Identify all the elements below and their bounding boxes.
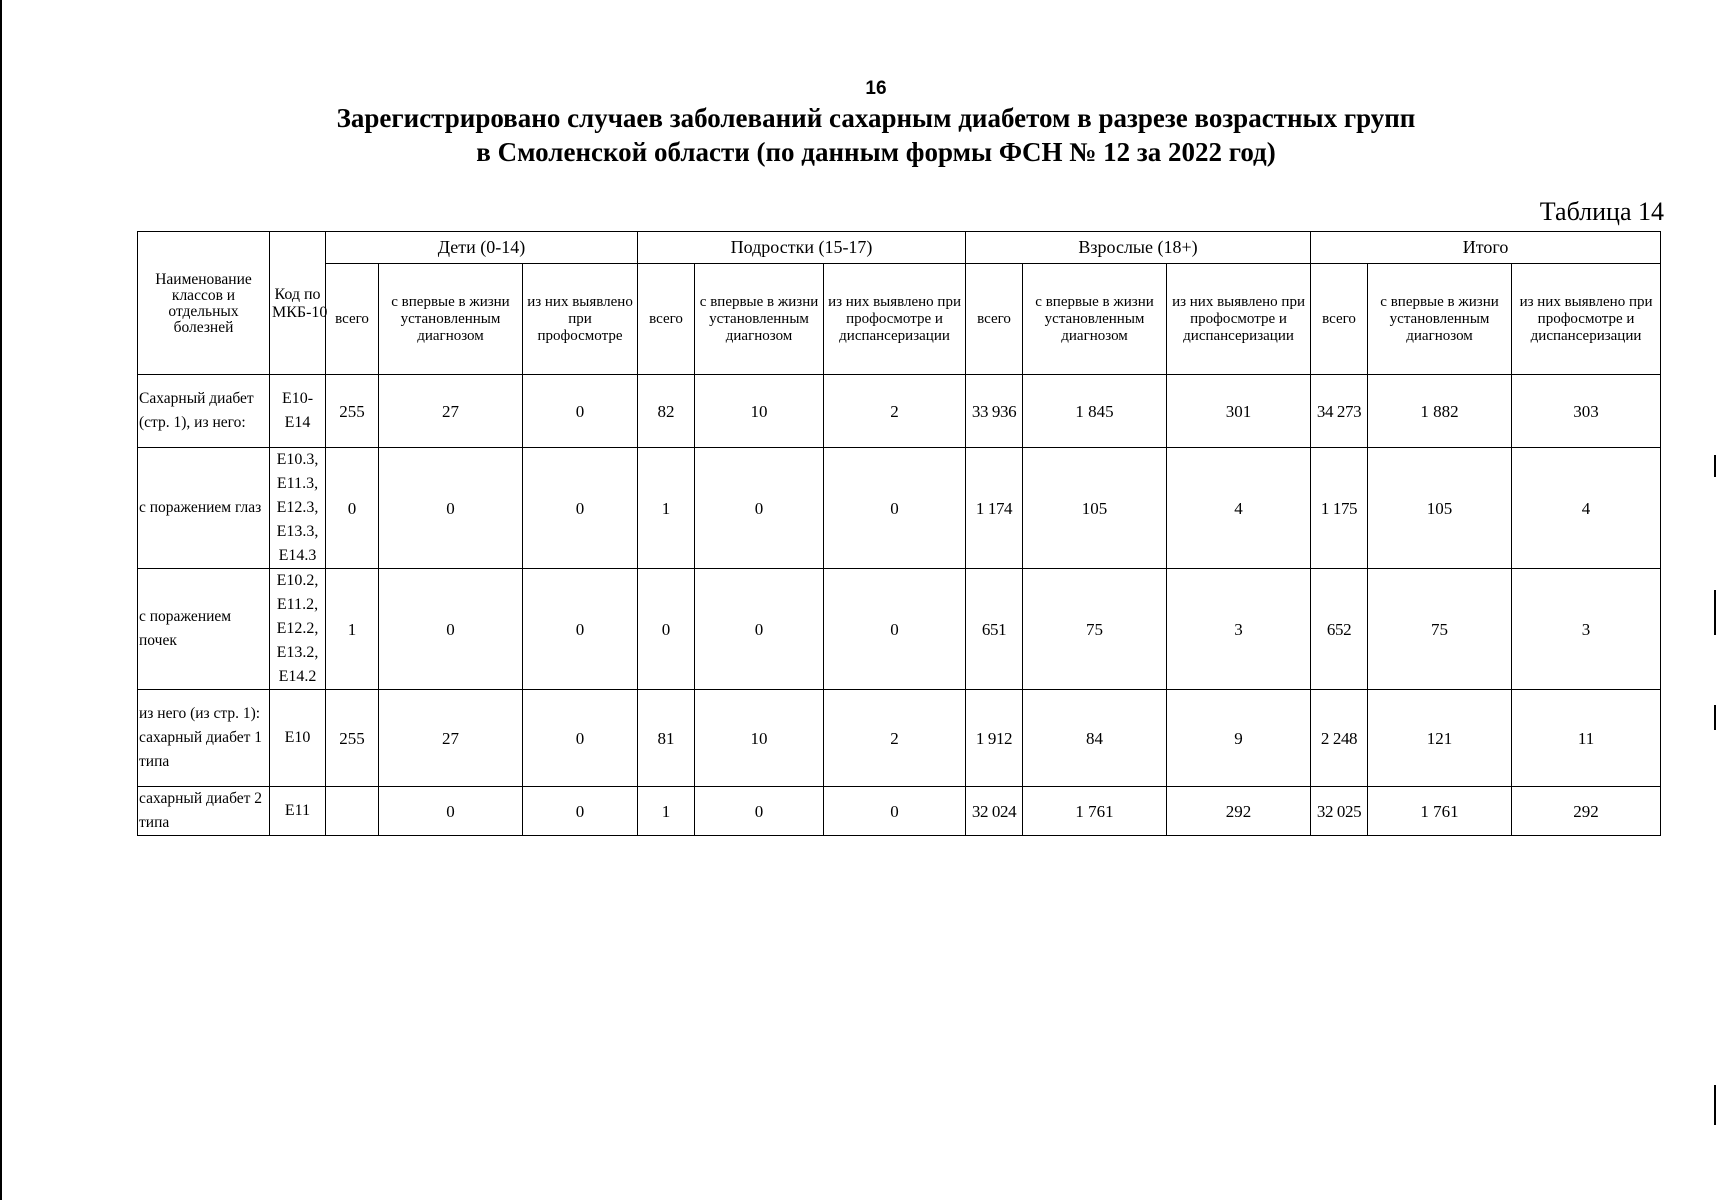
header-group-teens: Подростки (15-17) bbox=[638, 232, 966, 264]
cell-teens-all: 0 bbox=[638, 569, 695, 690]
cell-total-all: 652 bbox=[1311, 569, 1368, 690]
cell-total-first: 1 882 bbox=[1368, 375, 1512, 448]
header-group-children: Дети (0-14) bbox=[326, 232, 638, 264]
header-children-all: всего bbox=[326, 264, 379, 375]
table-row bbox=[138, 448, 1661, 569]
header-total-all: всего bbox=[1311, 264, 1368, 375]
cell-teens-first: 0 bbox=[695, 787, 824, 836]
cell-total-all: 34 273 bbox=[1311, 375, 1368, 448]
cell-children-checkup: 0 bbox=[523, 690, 638, 787]
cell-children-all: 255 bbox=[326, 690, 379, 787]
header-children-first: с впервые в жизни установленным диагнозом bbox=[379, 264, 523, 375]
cell-adults-first: 75 bbox=[1023, 569, 1167, 690]
cell-children-all: 255 bbox=[326, 375, 379, 448]
cell-teens-first: 10 bbox=[695, 375, 824, 448]
cell-total-checkup: 303 bbox=[1512, 375, 1661, 448]
cell-adults-checkup: 292 bbox=[1167, 787, 1311, 836]
cell-total-all: 32 025 bbox=[1311, 787, 1368, 836]
cell-children-first: 0 bbox=[379, 569, 523, 690]
cell-adults-all: 651 bbox=[966, 569, 1023, 690]
cell-children-checkup: 0 bbox=[523, 375, 638, 448]
table-row bbox=[138, 690, 1661, 787]
cell-adults-checkup: 4 bbox=[1167, 448, 1311, 569]
header-teens-all: всего bbox=[638, 264, 695, 375]
header-disease-name: Наименование классов и отдельных болезней bbox=[138, 232, 270, 375]
cell-teens-first: 0 bbox=[695, 448, 824, 569]
row-name: сахарный диабет 2 типа bbox=[138, 787, 270, 836]
cell-total-first: 105 bbox=[1368, 448, 1512, 569]
header-adults-first: с впервые в жизни установленным диагнозом bbox=[1023, 264, 1167, 375]
document-title-line-2: в Смоленской области (по данным формы ФСН № 12 за 2022 год) bbox=[476, 137, 1276, 167]
cell-adults-all: 33 936 bbox=[966, 375, 1023, 448]
header-group-adults: Взрослые (18+) bbox=[966, 232, 1311, 264]
row-icd-code: Е10.3, Е11.3, Е12.3, Е13.3, Е14.3 bbox=[270, 448, 326, 569]
header-children-checkup: из них выявлено при профосмотре bbox=[523, 264, 638, 375]
diabetes-statistics-table bbox=[137, 231, 1661, 836]
cell-total-checkup: 4 bbox=[1512, 448, 1661, 569]
table-label: Таблица 14 bbox=[1539, 197, 1664, 226]
cell-adults-checkup: 3 bbox=[1167, 569, 1311, 690]
cell-teens-checkup: 2 bbox=[824, 375, 966, 448]
cell-adults-checkup: 301 bbox=[1167, 375, 1311, 448]
header-group-total: Итого bbox=[1311, 232, 1661, 264]
document-title-line-1: Зарегистрировано случаев заболеваний сахарным диабетом в разрезе возрастных групп bbox=[336, 103, 1416, 133]
cell-teens-checkup: 2 bbox=[824, 690, 966, 787]
cell-adults-checkup: 9 bbox=[1167, 690, 1311, 787]
cell-children-checkup: 0 bbox=[523, 569, 638, 690]
table-row bbox=[138, 375, 1661, 448]
cell-adults-first: 1 845 bbox=[1023, 375, 1167, 448]
cell-children-first: 27 bbox=[379, 690, 523, 787]
cell-total-first: 1 761 bbox=[1368, 787, 1512, 836]
cell-total-checkup: 11 bbox=[1512, 690, 1661, 787]
header-icd-code: Код по МКБ-10 bbox=[270, 232, 326, 375]
cell-adults-all: 1 174 bbox=[966, 448, 1023, 569]
cell-teens-first: 10 bbox=[695, 690, 824, 787]
cell-total-all: 1 175 bbox=[1311, 448, 1368, 569]
header-adults-all: всего bbox=[966, 264, 1023, 375]
cell-children-checkup: 0 bbox=[523, 448, 638, 569]
cell-total-first: 121 bbox=[1368, 690, 1512, 787]
cell-children-first: 0 bbox=[379, 787, 523, 836]
row-icd-code: Е10.2, Е11.2, Е12.2, Е13.2, Е14.2 bbox=[270, 569, 326, 690]
cell-adults-first: 1 761 bbox=[1023, 787, 1167, 836]
cell-teens-first: 0 bbox=[695, 569, 824, 690]
header-total-first: с впервые в жизни установленным диагнозом bbox=[1368, 264, 1512, 375]
header-adults-checkup: из них выявлено при профосмотре и диспансеризации bbox=[1167, 264, 1311, 375]
cell-teens-checkup: 0 bbox=[824, 787, 966, 836]
page-number: 16 bbox=[865, 78, 887, 99]
header-teens-checkup: из них выявлено при профосмотре и диспансеризации bbox=[824, 264, 966, 375]
table-row bbox=[138, 787, 1661, 836]
header-total-checkup: из них выявлено при профосмотре и диспансеризации bbox=[1512, 264, 1661, 375]
row-icd-code: Е10-Е14 bbox=[270, 375, 326, 448]
cell-adults-all: 1 912 bbox=[966, 690, 1023, 787]
row-name: из него (из стр. 1): сахарный диабет 1 типа bbox=[138, 690, 270, 787]
cell-teens-all: 82 bbox=[638, 375, 695, 448]
header-teens-first: с впервые в жизни установленным диагнозом bbox=[695, 264, 824, 375]
scan-edge-mark bbox=[0, 0, 2, 1200]
row-name: с поражением глаз bbox=[138, 448, 270, 569]
cell-children-all: 0 bbox=[326, 448, 379, 569]
cell-teens-all: 1 bbox=[638, 448, 695, 569]
cell-children-all: 1 bbox=[326, 569, 379, 690]
cell-total-first: 75 bbox=[1368, 569, 1512, 690]
cell-adults-first: 105 bbox=[1023, 448, 1167, 569]
cell-children-first: 0 bbox=[379, 448, 523, 569]
row-icd-code: Е11 bbox=[270, 787, 326, 836]
row-icd-code: Е10 bbox=[270, 690, 326, 787]
row-name: Сахарный диабет (стр. 1), из него: bbox=[138, 375, 270, 448]
cell-total-checkup: 292 bbox=[1512, 787, 1661, 836]
cell-teens-checkup: 0 bbox=[824, 569, 966, 690]
cell-total-all: 2 248 bbox=[1311, 690, 1368, 787]
cell-children-all bbox=[326, 787, 379, 836]
cell-teens-checkup: 0 bbox=[824, 448, 966, 569]
cell-adults-all: 32 024 bbox=[966, 787, 1023, 836]
cell-children-checkup: 0 bbox=[523, 787, 638, 836]
cell-teens-all: 81 bbox=[638, 690, 695, 787]
cell-children-first: 27 bbox=[379, 375, 523, 448]
table-row bbox=[138, 569, 1661, 690]
cell-teens-all: 1 bbox=[638, 787, 695, 836]
cell-adults-first: 84 bbox=[1023, 690, 1167, 787]
row-name: с поражением почек bbox=[138, 569, 270, 690]
cell-total-checkup: 3 bbox=[1512, 569, 1661, 690]
